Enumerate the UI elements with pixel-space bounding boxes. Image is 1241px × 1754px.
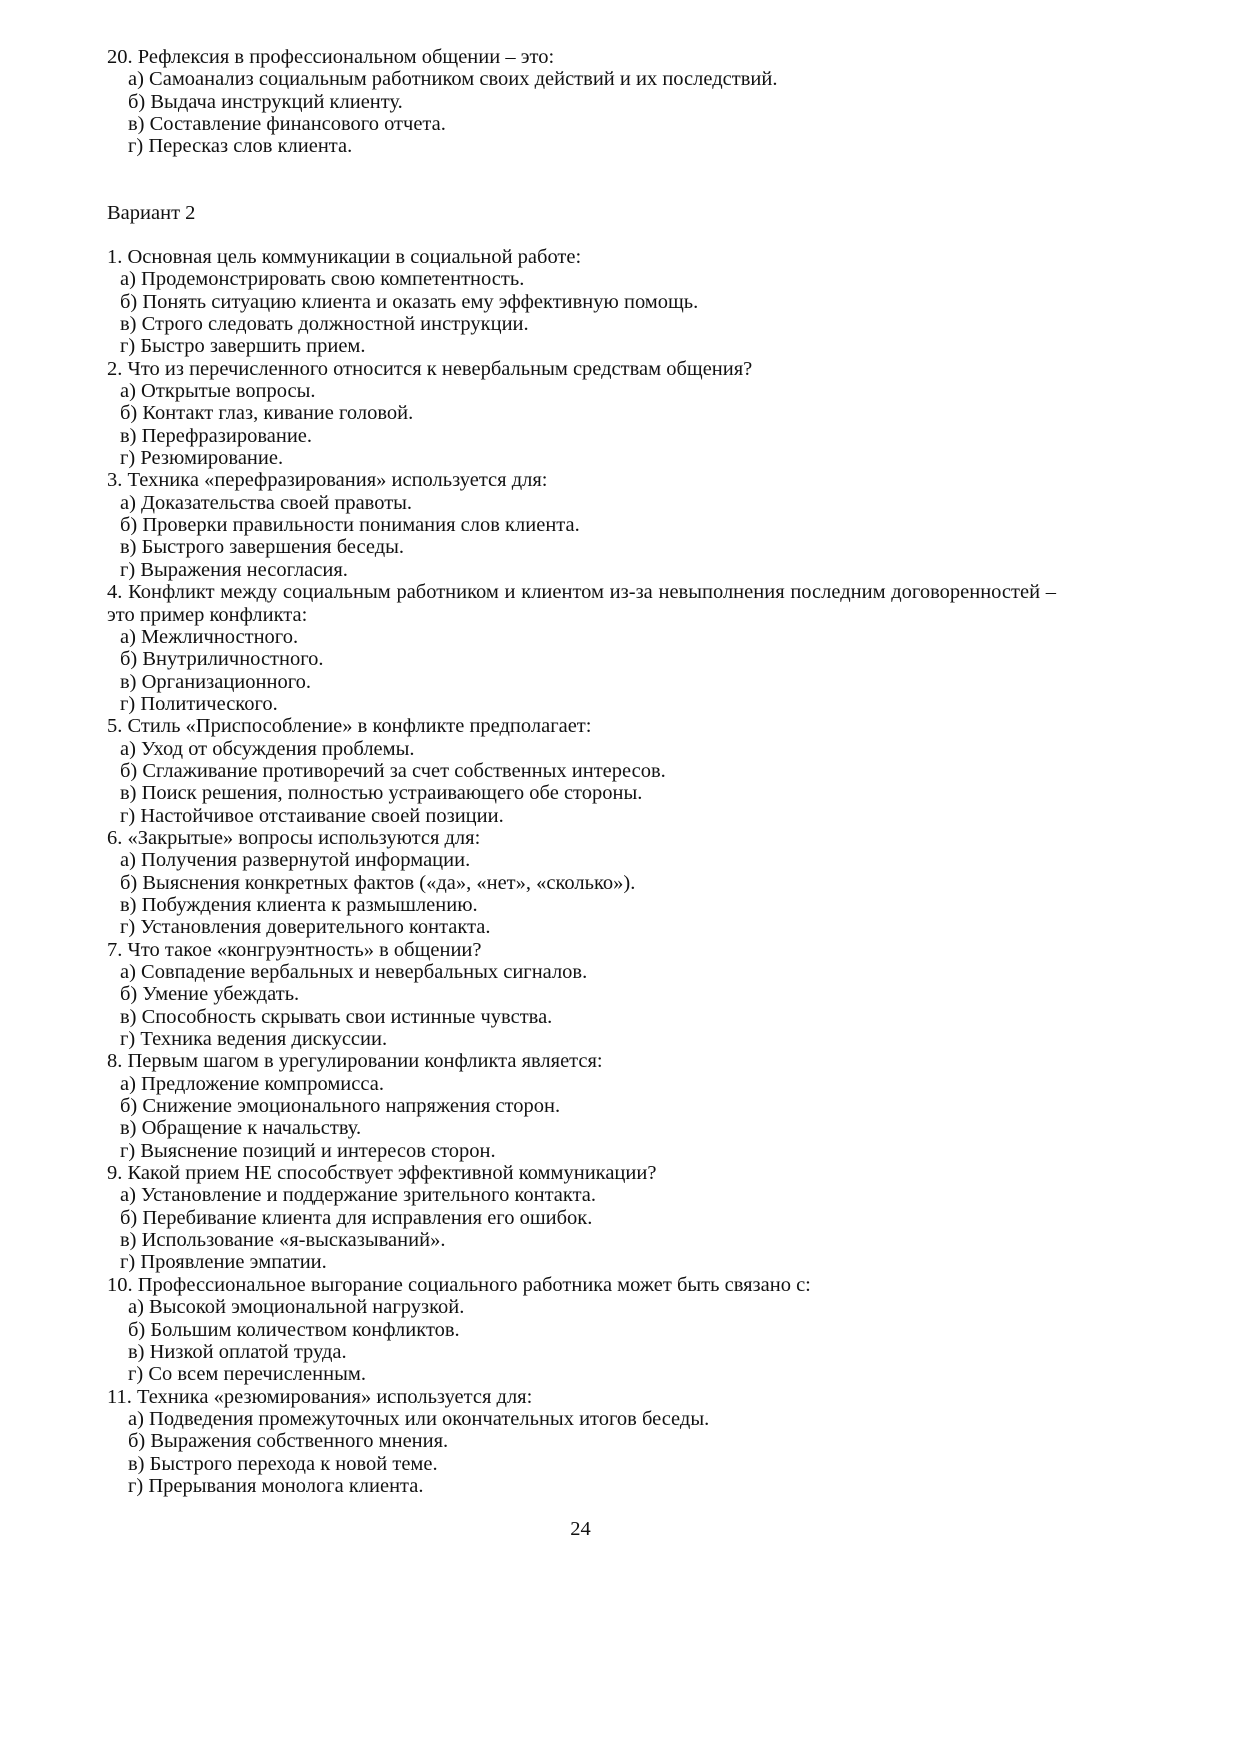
question-text: 1. Основная цель коммуникации в социальной работе: <box>107 246 582 268</box>
answer-option: в) Способность скрывать свои истинные чувства. <box>120 1005 553 1028</box>
answer-option: б) Перебивание клиента для исправления его ошибок. <box>120 1206 593 1229</box>
answer-option: в) Поиск решения, полностью устраивающего обе стороны. <box>120 782 643 805</box>
answer-option: г) Проявление эмпатии. <box>120 1251 327 1274</box>
answer-option: в) Строго следовать должностной инструкции. <box>120 313 529 336</box>
answer-option: г) Выяснение позиций и интересов сторон. <box>120 1139 496 1162</box>
answer-option: а) Самоанализ социальным работником своих действий и их последствий. <box>128 68 778 91</box>
answer-option: а) Доказательства своей правоты. <box>120 491 413 514</box>
answer-option: б) Выяснения конкретных фактов («да», «нет», «сколько»). <box>120 871 636 894</box>
answer-option: а) Подведения промежуточных или окончательных итогов беседы. <box>128 1407 710 1430</box>
variant-title: Вариант 2 <box>107 202 196 224</box>
question-text: 9. Какой прием НЕ способствует эффективной коммуникации? <box>107 1162 657 1185</box>
answer-option: б) Контакт глаз, кивание головой. <box>120 402 414 425</box>
answer-option: г) Пересказ слов клиента. <box>128 135 353 158</box>
answer-option: а) Продемонстрировать свою компетентность. <box>120 268 525 291</box>
answer-option: а) Высокой эмоциональной нагрузкой. <box>128 1296 465 1319</box>
question-text: 6. «Закрытые» вопросы используются для: <box>107 826 481 849</box>
answer-option: б) Проверки правильности понимания слов клиента. <box>120 514 580 537</box>
answer-option: б) Большим количеством конфликтов. <box>128 1318 460 1341</box>
answer-option: в) Перефразирование. <box>120 424 313 447</box>
question-1 <box>107 246 1056 358</box>
question-8 <box>107 1050 1056 1162</box>
question-5 <box>107 715 1056 827</box>
answer-option: б) Понять ситуацию клиента и оказать ему эффективную помощь. <box>120 290 699 313</box>
page-number: 24 <box>570 1518 591 1540</box>
answer-option: б) Выдача инструкций клиенту. <box>128 90 403 113</box>
answer-option: б) Выражения собственного мнения. <box>128 1430 449 1453</box>
answer-option: б) Снижение эмоционального напряжения сторон. <box>120 1095 561 1118</box>
answer-option: г) Выражения несогласия. <box>120 558 348 581</box>
answer-option: в) Организационного. <box>120 670 311 693</box>
question-text: 4. Конфликт между социальным работником и клиентом из-за невыполнения последним договоренностей – это пример конфликта: <box>107 581 1056 626</box>
question-text: 3. Техника «перефразирования» используется для: <box>107 469 548 492</box>
answer-option: г) Прерывания монолога клиента. <box>128 1474 424 1497</box>
question-list <box>107 246 1056 1497</box>
answer-option: б) Умение убеждать. <box>120 983 300 1006</box>
question-text: 8. Первым шагом в урегулировании конфликта является: <box>107 1050 603 1073</box>
answer-option: а) Предложение компромисса. <box>120 1072 384 1095</box>
question-text: 20. Рефлексия в профессиональном общении – это: <box>107 46 555 68</box>
answer-option: в) Побуждения клиента к размышлению. <box>120 893 478 916</box>
question-text: 7. Что такое «конгруэнтность» в общении? <box>107 938 482 961</box>
answer-option: г) Техника ведения дискуссии. <box>120 1028 388 1051</box>
answer-option: б) Внутриличностного. <box>120 648 324 671</box>
question-text: 11. Техника «резюмирования» используется для: <box>107 1385 533 1408</box>
answer-option: г) Настойчивое отстаивание своей позиции. <box>120 804 504 827</box>
answer-option: а) Уход от обсуждения проблемы. <box>120 737 415 760</box>
question-11 <box>107 1386 1056 1498</box>
question-10 <box>107 1274 1056 1386</box>
answer-option: в) Обращение к начальству. <box>120 1117 362 1140</box>
answer-option: а) Межличностного. <box>120 625 299 648</box>
answer-option: а) Открытые вопросы. <box>120 380 316 403</box>
answer-option: в) Составление финансового отчета. <box>128 113 446 136</box>
question-4 <box>107 581 1056 715</box>
answer-option: г) Быстро завершить прием. <box>120 335 366 358</box>
answer-option: г) Установления доверительного контакта. <box>120 916 491 939</box>
question-20 <box>107 46 1056 158</box>
question-9 <box>107 1162 1056 1274</box>
question-text: 5. Стиль «Приспособление» в конфликте предполагает: <box>107 715 592 738</box>
answer-option: а) Совпадение вербальных и невербальных сигналов. <box>120 961 588 983</box>
answer-option: в) Использование «я-высказываний». <box>120 1229 446 1252</box>
answer-option: г) Политического. <box>120 692 278 715</box>
answer-option: г) Резюмирование. <box>120 447 284 470</box>
answer-option: в) Низкой оплатой труда. <box>128 1340 347 1363</box>
question-text: 10. Профессиональное выгорание социального работника может быть связано с: <box>107 1273 811 1296</box>
question-2 <box>107 358 1056 470</box>
answer-option: в) Быстрого завершения беседы. <box>120 536 405 559</box>
question-text: 2. Что из перечисленного относится к невербальным средствам общения? <box>107 357 753 380</box>
question-7 <box>107 939 1056 1051</box>
question-6 <box>107 827 1056 939</box>
question-3 <box>107 469 1056 581</box>
answer-option: а) Получения развернутой информации. <box>120 849 471 872</box>
answer-option: а) Установление и поддержание зрительного контакта. <box>120 1184 597 1207</box>
answer-option: в) Быстрого перехода к новой теме. <box>128 1452 438 1475</box>
answer-option: б) Сглаживание противоречий за счет собственных интересов. <box>120 759 666 782</box>
answer-option: г) Со всем перечисленным. <box>128 1363 366 1386</box>
